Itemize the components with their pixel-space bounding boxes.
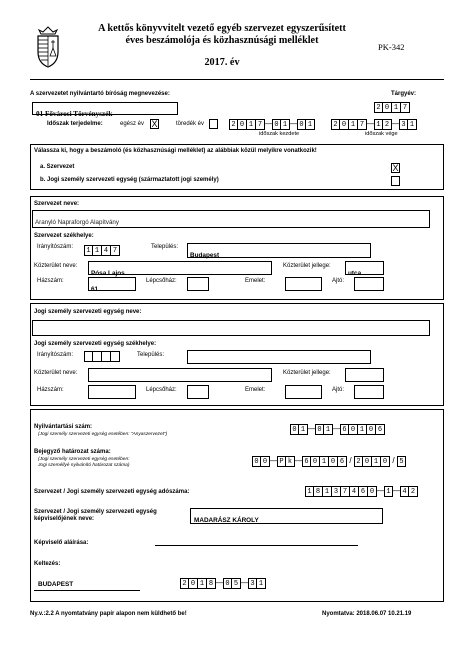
target-year-field[interactable] [374, 102, 410, 113]
date-separator: — [241, 578, 249, 587]
decision-number-digit[interactable]: 0 [329, 456, 338, 467]
period-start-field[interactable] [229, 119, 315, 130]
org-zip-digit[interactable]: 1 [93, 245, 102, 256]
org-name-value: Aranyló Napraforgó Alapítvány [35, 219, 119, 226]
coat-of-arms-emblem [33, 26, 63, 68]
unit-name-field[interactable] [32, 320, 430, 336]
period-end-group [331, 119, 367, 130]
target-year-digit[interactable]: 7 [401, 102, 410, 113]
unit-door-field[interactable] [354, 385, 384, 399]
unit-zip-digit[interactable] [84, 351, 93, 362]
decision-number-digit[interactable]: 5 [397, 456, 406, 467]
decision-number-digit[interactable]: 0 [363, 456, 372, 467]
court-label: A szervezetet nyilvántartó bíróság megnevezése: [30, 91, 170, 97]
tax-number-separator: — [393, 486, 401, 495]
decision-number-separator: / [349, 456, 352, 465]
tax-number-digit[interactable]: 1 [305, 486, 314, 497]
decision-number-digit[interactable]: 1 [372, 456, 381, 467]
unit-zip-group [84, 351, 120, 362]
tax-number-digit[interactable]: 2 [409, 486, 418, 497]
decision-label: Bejegyző határozat száma: [34, 449, 111, 455]
decision-number-digit[interactable]: 0 [311, 456, 320, 467]
period-end-digit[interactable]: 1 [374, 119, 383, 130]
date-digit[interactable]: 1 [257, 578, 266, 589]
org-seat-label: Szervezet székhelye: [34, 233, 94, 239]
decision-number-digit[interactable]: 6 [338, 456, 347, 467]
court-name-field[interactable] [32, 102, 178, 118]
signature-line[interactable] [155, 545, 358, 546]
org-stair-field[interactable] [187, 277, 209, 291]
period-start-caption: időszak kezdete [259, 131, 300, 137]
registry-number-separator: — [333, 424, 341, 433]
period-start-digit[interactable]: 0 [238, 119, 247, 130]
decision-number-digit[interactable]: 0 [381, 456, 390, 467]
period-end-digit[interactable]: 3 [399, 119, 408, 130]
registry-number-digit[interactable]: 1 [299, 424, 308, 435]
org-street-label: Közterület neve: [34, 263, 78, 269]
org-city-value: Budapest [190, 252, 220, 259]
unit-house-field[interactable] [88, 385, 136, 399]
date-digit[interactable]: 0 [223, 578, 232, 589]
date-digit[interactable]: 1 [198, 578, 207, 589]
type-question: Válassza ki, hogy a beszámoló (és közhasznúsági melléklet) az alábbiak közül melyikre vonatkozik! [34, 148, 317, 154]
decision-number-field[interactable] [252, 456, 406, 467]
decision-number-group [397, 456, 406, 467]
footer-left-note: Ny.v.:2.2 A nyomtatvány papír alapon nem küldhető be! [30, 611, 187, 617]
date-digit[interactable]: 8 [207, 578, 216, 589]
unit-door-label: Ajtó: [332, 387, 345, 393]
period-start-digit[interactable]: 1 [247, 119, 256, 130]
registry-number-group [340, 424, 385, 435]
period-label: Időszak terjedelme: [47, 121, 103, 127]
tax-number-digit[interactable]: 7 [341, 486, 350, 497]
unit-seat-label: Jogi személy szervezeti egység székhelye: [34, 341, 157, 347]
org-street-type-value: utca [348, 270, 362, 277]
registry-note: (Jogi személy szervezeti egység esetében: "Anyaszervezet") [38, 432, 168, 437]
fraction-year-label: töredék év [176, 121, 205, 127]
registry-number-group [290, 424, 308, 435]
decision-note-2: Jogi személlyé nyilvánító határozat száma) [38, 463, 130, 468]
whole-year-checkbox[interactable] [150, 119, 159, 129]
org-stair-label: Lépcsőház: [146, 278, 177, 284]
option-a-label: a. Szervezet [40, 164, 75, 170]
tax-number-field[interactable] [305, 486, 418, 497]
org-floor-field[interactable] [285, 277, 322, 291]
date-place-line[interactable] [34, 590, 140, 591]
decision-number-group [302, 456, 347, 467]
decision-number-digit[interactable]: 0 [261, 456, 270, 467]
period-end-separator: — [392, 119, 400, 128]
decision-number-group [277, 456, 295, 467]
option-a-check-mark: X [392, 163, 399, 173]
org-street-field[interactable] [88, 261, 272, 275]
representative-name-field[interactable] [190, 508, 383, 524]
registry-number-digit[interactable]: 0 [315, 424, 324, 435]
unit-street-type-label: Közterület jellege: [283, 370, 331, 376]
registration-section [30, 409, 444, 602]
period-start-separator: — [265, 119, 273, 128]
tax-number-digit[interactable]: 6 [359, 486, 368, 497]
registry-number-group [315, 424, 333, 435]
period-end-group [374, 119, 392, 130]
period-start-digit[interactable]: 0 [272, 119, 281, 130]
representative-name-value: MADARÁSZ KÁROLY [194, 517, 259, 524]
unit-street-label: Közterület neve: [34, 370, 78, 376]
org-street-value: Pósa Lajos [91, 270, 125, 277]
tax-number-digit[interactable]: 4 [400, 486, 409, 497]
org-zip-label: Irányítószám: [37, 244, 74, 250]
period-start-digit[interactable]: 7 [256, 119, 265, 130]
period-end-group [399, 119, 417, 130]
date-digit[interactable]: 3 [248, 578, 257, 589]
signature-label: Képviselő aláírása: [34, 540, 89, 546]
date-label: Keltezés: [34, 561, 61, 567]
unit-stair-label: Lépcsőház: [146, 387, 177, 393]
registry-number-digit[interactable]: 0 [367, 424, 376, 435]
form-title-line1: A kettős könyvvitelt vezető egyéb szervezet egyszerűsített [98, 23, 346, 34]
unit-zip-digit[interactable] [102, 351, 111, 362]
header-divider-line [30, 79, 444, 80]
date-digit[interactable]: 2 [180, 578, 189, 589]
target-year-group [374, 102, 410, 113]
org-name-field[interactable] [32, 210, 430, 228]
unit-city-label: Település: [137, 352, 165, 358]
registry-number-digit[interactable]: 1 [324, 424, 333, 435]
target-year-digit[interactable]: 1 [392, 102, 401, 113]
period-start-separator: — [290, 119, 298, 128]
period-start-digit[interactable]: 0 [297, 119, 306, 130]
decision-number-separator: — [295, 456, 303, 465]
date-separator: — [216, 578, 224, 587]
period-end-digit[interactable]: 7 [358, 119, 367, 130]
unit-zip-digit[interactable] [111, 351, 120, 362]
period-start-group [297, 119, 315, 130]
org-zip-digit[interactable]: 7 [111, 245, 120, 256]
org-house-label: Házszám: [37, 278, 64, 284]
period-end-separator: — [367, 119, 375, 128]
whole-year-label: egész év [120, 121, 145, 127]
decision-number-separator: / [392, 456, 395, 465]
org-street-type-field[interactable] [345, 261, 384, 275]
period-end-digit[interactable]: 2 [331, 119, 340, 130]
org-street-type-label: Közterület jellege: [283, 263, 331, 269]
unit-house-label: Házszám: [37, 387, 64, 393]
form-year-title: 2017. év [204, 57, 240, 68]
target-year-digit[interactable]: 2 [374, 102, 383, 113]
registry-number-digit[interactable]: 6 [376, 424, 385, 435]
org-floor-label: Emelet: [245, 278, 266, 284]
period-end-field[interactable] [331, 119, 417, 130]
period-end-digit[interactable]: 2 [383, 119, 392, 130]
decision-number-digit[interactable]: 1 [320, 456, 329, 467]
date-digit[interactable]: 5 [232, 578, 241, 589]
tax-number-group [384, 486, 393, 497]
registry-number-separator: — [308, 424, 316, 433]
decision-number-group [354, 456, 390, 467]
date-group [180, 578, 216, 589]
form-code: PK-342 [378, 42, 405, 52]
tax-number-digit[interactable]: 4 [350, 486, 359, 497]
registry-number-digit[interactable]: 1 [358, 424, 367, 435]
org-zip-digit[interactable]: 1 [84, 245, 93, 256]
tax-number-digit[interactable]: 1 [384, 486, 393, 497]
form-title-line2: éves beszámolója és közhasznúsági melléklet [125, 35, 319, 46]
tax-number-label: Szervezet / Jogi személy szervezeti egység adószáma: [34, 489, 190, 495]
date-group [223, 578, 241, 589]
date-field[interactable] [180, 578, 266, 589]
period-end-digit[interactable]: 1 [408, 119, 417, 130]
org-house-field[interactable] [88, 277, 136, 291]
decision-note-1: (Jogi személy szervezeti egység esetében: [38, 457, 130, 462]
period-end-digit[interactable]: 1 [349, 119, 358, 130]
unit-city-field[interactable] [187, 350, 371, 364]
org-zip-group [84, 245, 120, 256]
date-place-value: BUDAPEST [38, 581, 74, 588]
period-end-caption: időszak vége [365, 131, 398, 137]
tax-number-group [400, 486, 418, 497]
option-b-label: b. Jogi személy szervezeti egység (származtatott jogi személy) [40, 177, 219, 183]
org-city-label: Település: [151, 244, 179, 250]
whole-year-check-mark: X [151, 119, 158, 129]
option-a-checkbox[interactable] [391, 163, 400, 173]
period-end-digit[interactable]: 0 [340, 119, 349, 130]
registry-number-field[interactable] [290, 424, 385, 435]
decision-number-digit[interactable]: k [286, 456, 295, 467]
registry-number-digit[interactable]: 0 [349, 424, 358, 435]
period-start-digit[interactable]: 2 [229, 119, 238, 130]
unit-zip-field[interactable] [84, 351, 120, 362]
decision-number-separator: — [270, 456, 278, 465]
decision-number-digit[interactable]: P [277, 456, 286, 467]
representative-label-line2: képviselőjének neve: [34, 516, 95, 522]
decision-number-digit[interactable]: 0 [252, 456, 261, 467]
unit-zip-digit[interactable] [93, 351, 102, 362]
period-start-digit[interactable]: 1 [281, 119, 290, 130]
tax-number-digit[interactable]: 8 [314, 486, 323, 497]
date-digit[interactable]: 0 [189, 578, 198, 589]
org-city-field[interactable] [187, 243, 371, 258]
tax-number-digit[interactable]: 3 [332, 486, 341, 497]
period-start-group [229, 119, 265, 130]
registry-label: Nyilvántartási szám: [34, 424, 93, 430]
unit-name-label: Jogi személy szervezeti egység neve: [34, 309, 142, 315]
org-zip-digit[interactable]: 4 [102, 245, 111, 256]
representative-label-line1: Szervezet / Jogi személy szervezeti egység [34, 509, 157, 515]
unit-zip-label: Irányítószám: [37, 352, 74, 358]
fraction-year-checkbox[interactable] [209, 119, 218, 129]
unit-stair-field[interactable] [187, 385, 209, 399]
tax-number-separator: — [377, 486, 385, 495]
period-start-group [272, 119, 290, 130]
org-house-value: 61 [91, 286, 99, 293]
unit-street-type-field[interactable] [345, 368, 384, 382]
org-zip-field[interactable] [84, 245, 120, 256]
court-name-value: 01 Fővárosi Törvényszék [36, 110, 113, 118]
unit-street-field[interactable] [88, 368, 272, 382]
period-start-digit[interactable]: 1 [306, 119, 315, 130]
option-b-checkbox[interactable] [391, 176, 400, 186]
tax-number-group [305, 486, 377, 497]
date-group [248, 578, 266, 589]
org-door-field[interactable] [354, 277, 384, 291]
registry-number-digit[interactable]: 6 [340, 424, 349, 435]
decision-number-digit[interactable]: 6 [302, 456, 311, 467]
tax-number-digit[interactable]: 1 [323, 486, 332, 497]
footer-print-timestamp: Nyomtatva: 2018.06.07 10.21.19 [322, 611, 412, 617]
decision-number-group [252, 456, 270, 467]
unit-floor-label: Emelet: [245, 387, 266, 393]
org-door-label: Ajtó: [332, 278, 345, 284]
registry-number-digit[interactable]: 0 [290, 424, 299, 435]
tax-number-digit[interactable]: 0 [368, 486, 377, 497]
unit-floor-field[interactable] [285, 385, 322, 399]
target-year-label: Tárgyév: [391, 91, 417, 97]
decision-number-digit[interactable]: 2 [354, 456, 363, 467]
target-year-digit[interactable]: 0 [383, 102, 392, 113]
org-name-label: Szervezet neve: [34, 201, 80, 207]
